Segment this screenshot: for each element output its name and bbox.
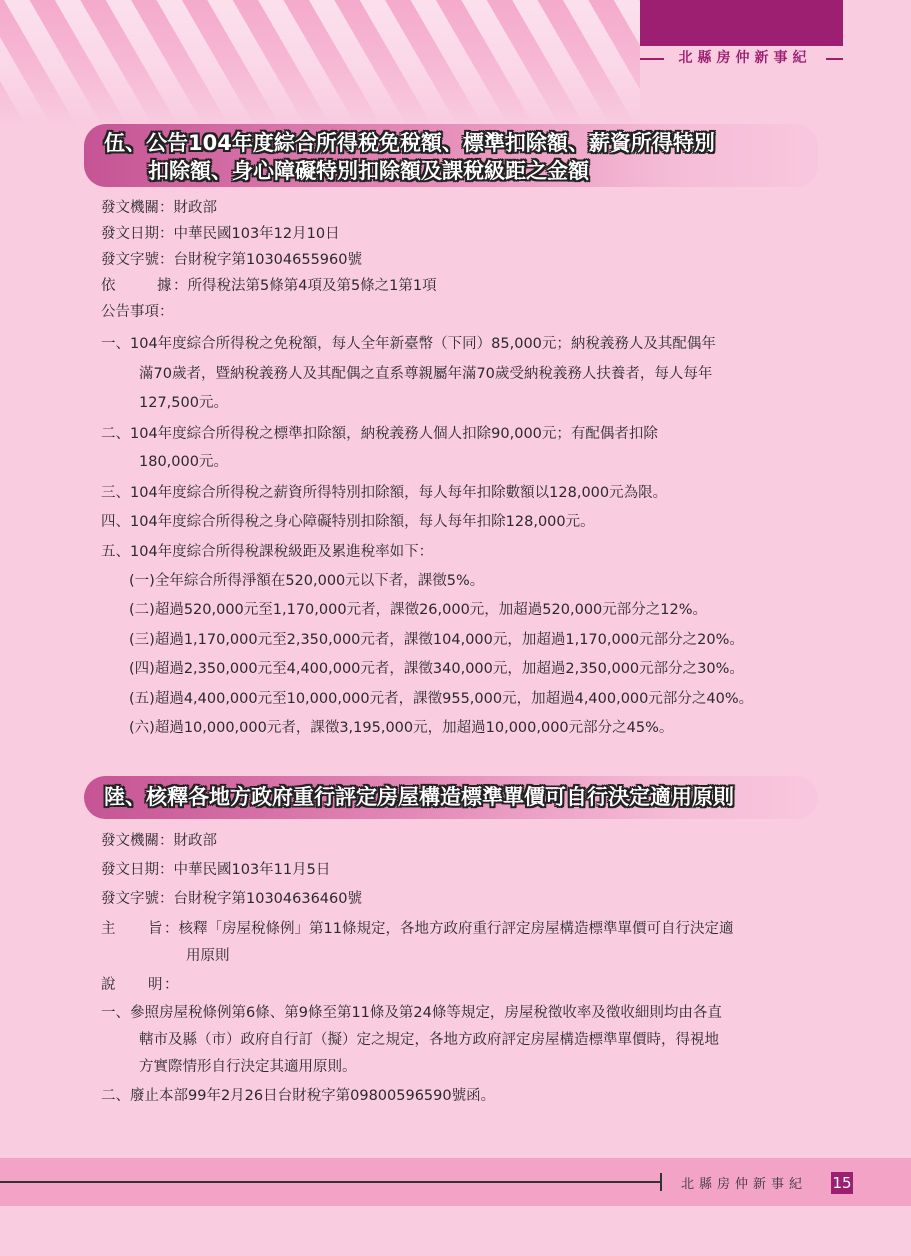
tax-bracket-3: (三)超過1,170,000元至2,350,000元者，課徵104,000元，加超過1,170,000元部分之20%。 (129, 632, 744, 648)
tax-bracket-6: (六)超過10,000,000元者，課徵3,195,000元，加超過10,000,000元部分之45%。 (129, 720, 674, 736)
section6-item-2: 二、廢止本部99年2月26日台財稅字第09800596590號函。 (101, 1088, 496, 1104)
page-number: 15 (832, 1174, 852, 1192)
section6-agency: 發文機關：財政部 (101, 833, 217, 849)
section5-doc-no: 發文字號：台財稅字第10304655960號 (101, 252, 362, 268)
section6-explain-label: 說 (101, 977, 116, 993)
section5-item-2-line2: 180,000元。 (139, 454, 228, 470)
footer-rule (0, 1181, 661, 1183)
header-rule-left (640, 58, 664, 60)
footer-title: 北縣房仲新事紀 (680, 1177, 807, 1192)
section5-item-3: 三、104年度綜合所得稅之薪資所得特別扣除額，每人每年扣除數額以128,000元為限。 (101, 485, 668, 501)
header-title: 北縣房仲新事紀 (678, 50, 812, 66)
section5-item-1-line2: 滿70歲者，暨納稅義務人及其配偶之直系尊親屬年滿70歲受納稅義務人扶養者，每人每年 (139, 366, 713, 382)
section5-notice-label: 公告事項： (101, 304, 174, 320)
section5-date: 發文日期：中華民國103年12月10日 (101, 226, 340, 242)
section5-heading-line1: 伍、公告104年度綜合所得稅免稅額、標準扣除額、薪資所得特別 (104, 131, 715, 155)
section6-item-1-line2: 轄市及縣（市）政府自行訂（擬）定之規定，各地方政府評定房屋構造標準單價時，得視地 (139, 1032, 719, 1048)
header-rule-right (826, 58, 843, 60)
section5-heading-banner (84, 124, 818, 187)
section6-item-1-line3: 方實際情形自行決定其適用原則。 (139, 1059, 357, 1075)
section6-subject-line1: ：核釋「房屋稅條例」第11條規定，各地方政府重行評定房屋構造標準單價可自行決定適 (164, 921, 734, 937)
tax-bracket-2: (二)超過520,000元至1,170,000元者，課徵26,000元，加超過520,000元部分之12%。 (129, 602, 707, 618)
tax-bracket-5: (五)超過4,400,000元至10,000,000元者，課徵955,000元，加超過4,400,000元部分之40%。 (129, 691, 754, 707)
header-stripe-pattern (0, 0, 640, 125)
section5-agency: 發文機關：財政部 (101, 200, 217, 216)
section5-basis-text: ：所得稅法第5條第4項及第5條之1第1項 (173, 278, 437, 294)
section5-item-2-line1: 二、104年度綜合所得稅之標準扣除額，納稅義務人個人扣除90,000元；有配偶者扣除 (101, 426, 658, 442)
section6-subject-label-2: 旨 (148, 921, 163, 937)
section6-subject-label: 主 (101, 921, 116, 937)
section5-item-1-line1: 一、104年度綜合所得稅之免稅額，每人全年新臺幣（下同）85,000元；納稅義務人及其配偶年 (101, 336, 716, 352)
section6-explain-label-2: 明 (148, 977, 163, 993)
section6-subject-line2: 用原則 (186, 948, 230, 964)
section6-doc-no: 發文字號：台財稅字第10304636460號 (101, 891, 362, 907)
header-tab (640, 0, 843, 46)
section5-item-4: 四、104年度綜合所得稅之身心障礙特別扣除額，每人每年扣除128,000元。 (101, 514, 595, 530)
section6-heading-banner (84, 776, 818, 819)
section5-basis-label: 依 (101, 278, 116, 294)
section5-item-1-line3: 127,500元。 (139, 395, 228, 411)
tax-bracket-1: (一)全年綜合所得淨額在520,000元以下者，課徵5%。 (129, 573, 485, 589)
section6-heading: 陸、核釋各地方政府重行評定房屋構造標準單價可自行決定適用原則 (104, 785, 734, 809)
section6-explain-colon: ： (164, 977, 179, 993)
section6-item-1-line1: 一、參照房屋稅條例第6條、第9條至第11條及第24條等規定，房屋稅徵收率及徵收細則均由各直 (101, 1005, 722, 1021)
section5-heading-line2: 扣除額、身心障礙特別扣除額及課稅級距之金額 (148, 159, 589, 183)
section5-item-5: 五、104年度綜合所得稅課稅級距及累進稅率如下： (101, 544, 434, 560)
footer-rule-tick (660, 1173, 662, 1191)
tax-bracket-4: (四)超過2,350,000元至4,400,000元者，課徵340,000元，加超過2,350,000元部分之30%。 (129, 661, 744, 677)
section5-basis-label-2: 據 (157, 278, 172, 294)
section6-date: 發文日期：中華民國103年11月5日 (101, 862, 331, 878)
